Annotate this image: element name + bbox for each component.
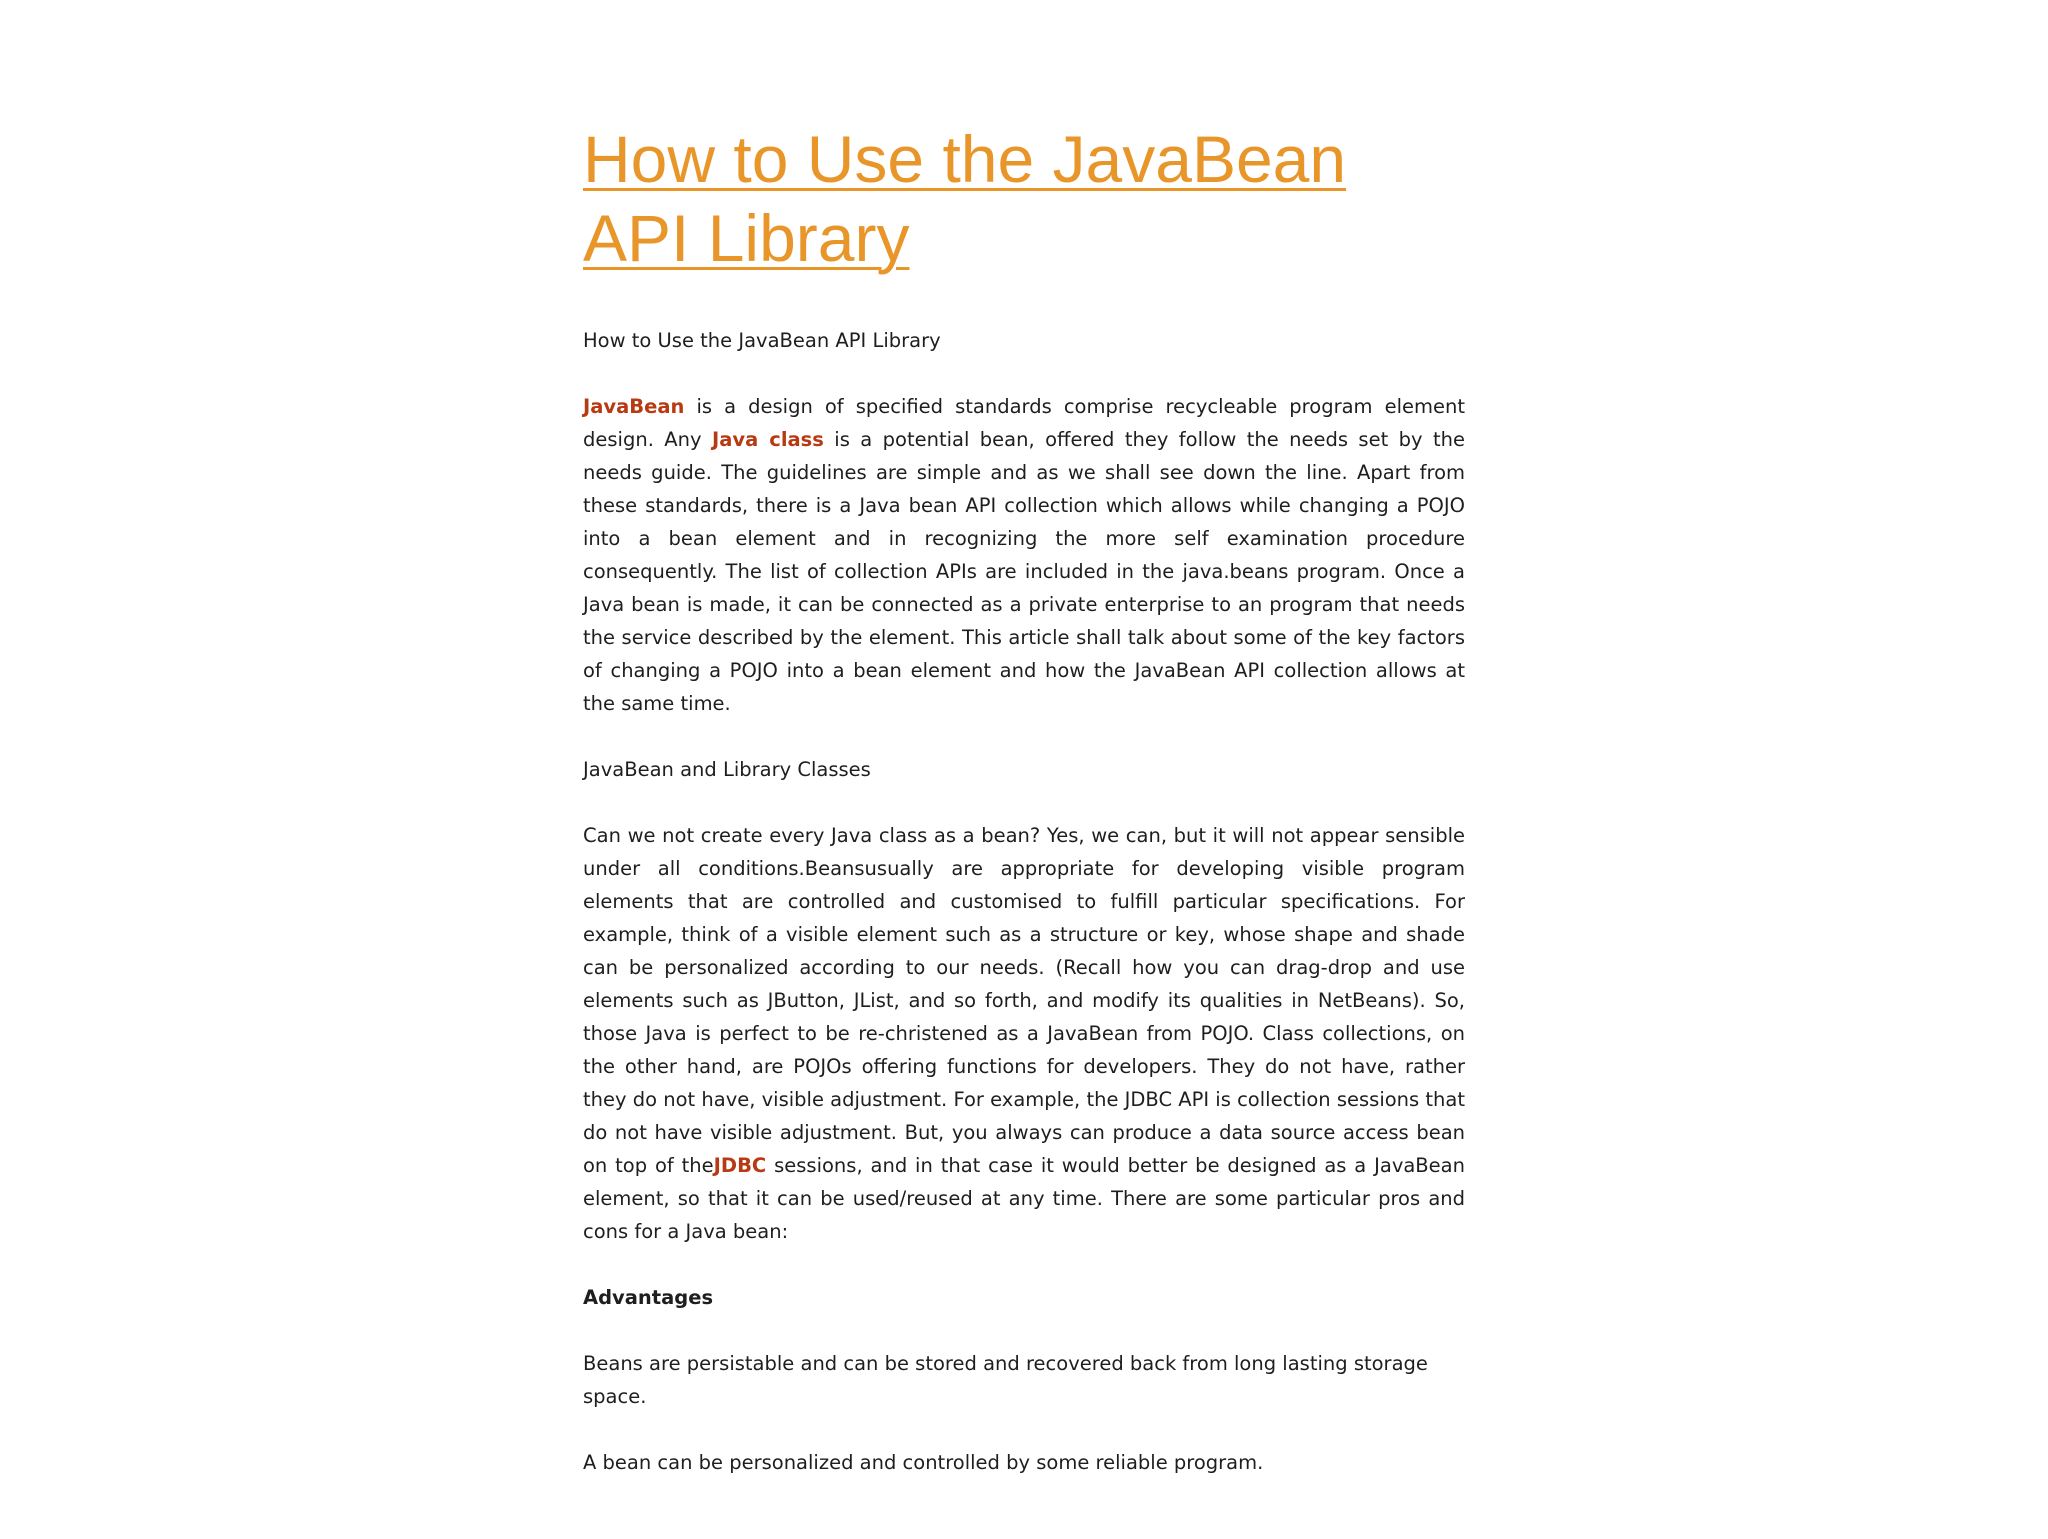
article-title[interactable]: How to Use the JavaBean API Library (583, 122, 1347, 275)
article-body (583, 324, 1465, 1479)
section-paragraph (583, 819, 1465, 1248)
article-subtitle: How to Use the JavaBean API Library (583, 329, 941, 352)
jdbc-link[interactable]: JDBC (713, 1154, 767, 1177)
java-class-link[interactable]: Java class (711, 428, 824, 451)
section-text-2: sessions, and in that case it would better be designed as a JavaBean element, so that it can be used/reused at any time. There are some particular pros and cons for a Java bean: (583, 1154, 1465, 1243)
document-page (583, 120, 1465, 1479)
section-text-1: Can we not create every Java class as a bean? Yes, we can, but it will not appear sensible under all conditions.Beansusually are appropriate for developing visible program elements that are controlled and customised to fulfill particular specifications. For example, think of a visible element such as a structure or key, whose shape and shade can be personalized according to our needs. (Recall how you can drag-drop and use elements such as JButton, JList, and so forth, and modify its qualities in NetBeans). So, those Java is perfect to be re-christened as a JavaBean from POJO. Class collections, on the other hand, are POJOs offering functions for developers. They do not have, rather they do not have, visible adjustment. For example, the JDBC API is collection sessions that do not have visible adjustment. But, you always can produce a data source access bean on top of the (583, 824, 1465, 1177)
intro-text-2: is a potential bean, offered they follow the needs set by the needs guide. The guidelines are simple and as we shall see down the line. Apart from these standards, there is a Java bean API collection which allows while changing a POJO into a bean element and in recognizing the more self examination procedure consequently. The list of collection APIs are included in the java.beans program. Once a Java bean is made, it can be connected as a private enterprise to an program that needs the service described by the element. This article shall talk about some of the key factors of changing a POJO into a bean element and how the JavaBean API collection allows at the same time. (583, 428, 1465, 715)
intro-text-1: is a design of specified standards comprise recycleable program element design. Any (583, 395, 1465, 451)
advantage-item: A bean can be personalized and controlled by some reliable program. (583, 1451, 1264, 1474)
advantages-heading: Advantages (583, 1286, 714, 1309)
intro-paragraph (583, 390, 1465, 720)
advantage-item: Beans are persistable and can be stored and recovered back from long lasting storage space. (583, 1352, 1428, 1408)
section-heading: JavaBean and Library Classes (583, 758, 871, 781)
javabean-link[interactable]: JavaBean (583, 395, 685, 418)
